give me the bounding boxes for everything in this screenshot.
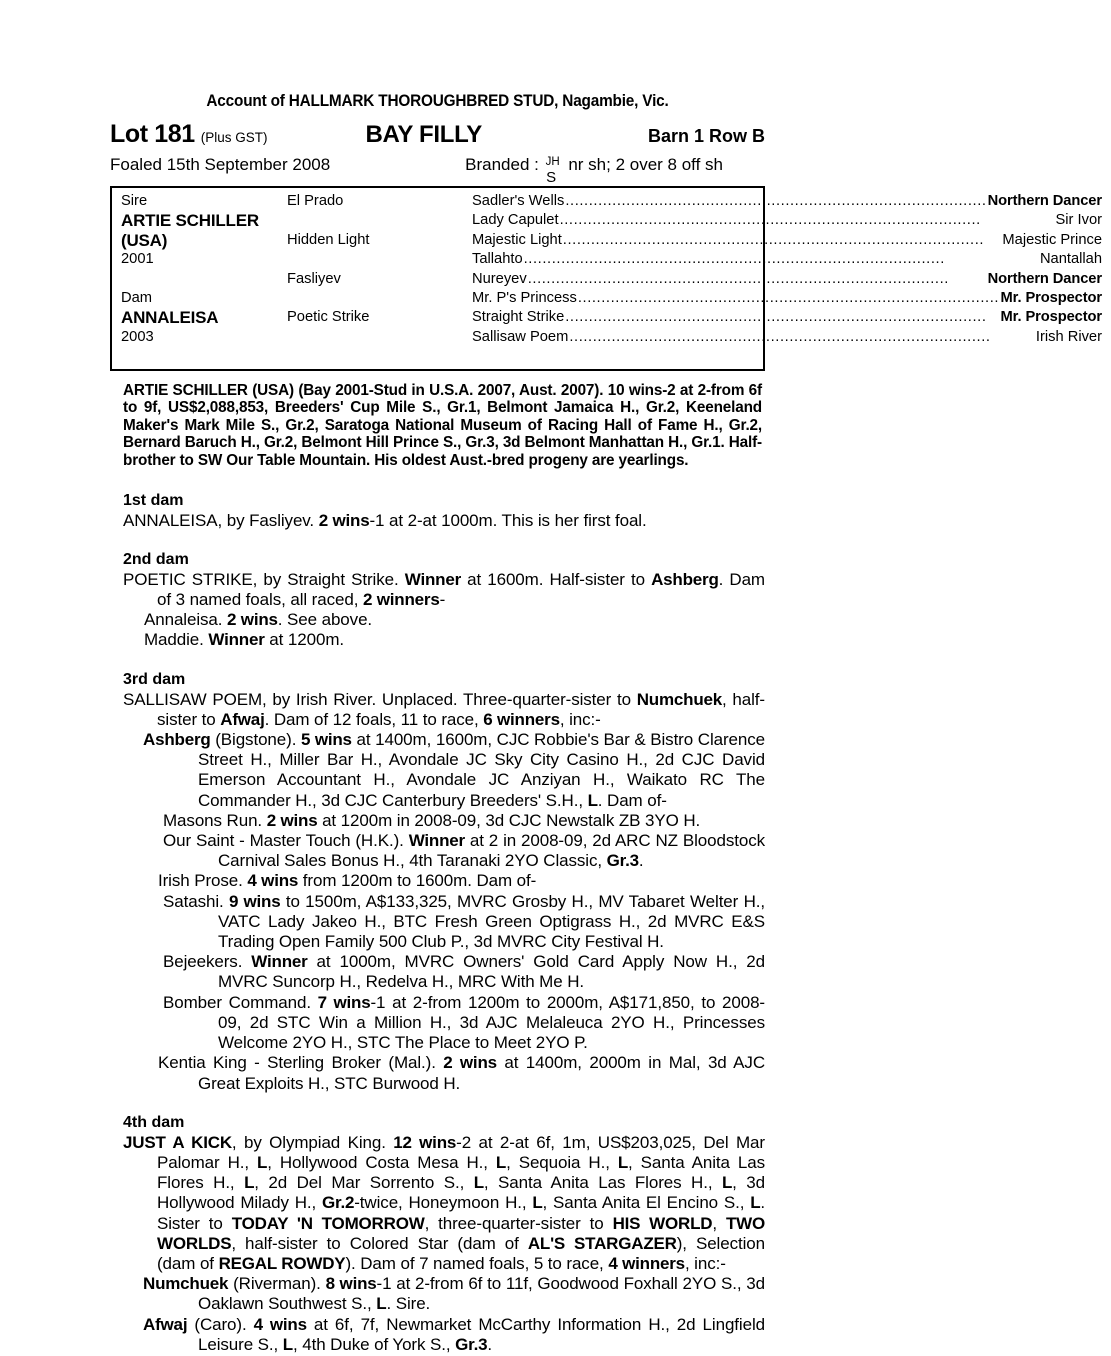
pedigree-note-line [144, 630, 765, 650]
body-text: SALLISAW POEM, by Irish River. Unplaced. Three-quarter-sister to [123, 689, 637, 709]
ancestor-left-name: Sallisaw Poem [472, 328, 569, 345]
first-dam-heading: 1st dam [123, 491, 184, 509]
pedigree-grid [112, 192, 1102, 367]
emphasis-text: 5 wins [301, 730, 352, 750]
body-text: (Caro). [187, 1314, 254, 1334]
pedigree-ancestor-row [472, 211, 1102, 230]
body-text: (Bigstone). [210, 730, 301, 750]
dot-leader: .......................................................................................... [577, 290, 1000, 307]
lot-header-row [110, 120, 765, 149]
body-text: at 2 in 2008-09, 2d ARC NZ Bloodstock Carnival Sales Bonus H., 4th Taranaki 2YO Classic, [218, 831, 765, 871]
pedigree-ancestor-row [472, 192, 1102, 211]
emphasis-text: Gr.3 [455, 1334, 488, 1354]
emphasis-text: L [376, 1294, 387, 1314]
brand-symbol-top: JH [545, 156, 560, 168]
emphasis-text: 4 wins [247, 871, 299, 891]
emphasis-text: L [495, 1152, 507, 1172]
dot-leader: .......................................................................................... [562, 231, 985, 248]
body-text: -twice, Honeymoon H., [354, 1193, 533, 1213]
fourth-dam-block [110, 1114, 765, 1355]
body-text: -2 at 2-at 6f, 1m, US$203,025, Del Mar Palomar H., [157, 1132, 765, 1172]
pedigree-note-line [123, 569, 765, 610]
pedigree-ancestor-row [472, 250, 1102, 269]
body-text: , three-quarter-sister to [424, 1213, 613, 1233]
dam-dam: Poetic Strike [287, 309, 370, 326]
body-text: . Sire. [386, 1294, 431, 1314]
body-text: , by Olympiad King. [231, 1132, 394, 1152]
pedigree-note-line [163, 891, 766, 953]
emphasis-text: 2 wins [443, 1053, 497, 1073]
emphasis-text: L [587, 790, 598, 810]
ancestor-left-name: Sadler's Wells [472, 193, 565, 209]
dot-leader: .......................................................................................... [527, 270, 949, 287]
sire-sire: El Prado [287, 193, 344, 209]
body-text: . Sister to [157, 1193, 765, 1233]
emphasis-text: Winner [208, 630, 265, 650]
body-text: . [487, 1334, 493, 1354]
emphasis-text: L [617, 1152, 629, 1172]
dam-sire: Fasliyev [287, 270, 341, 287]
first-dam-lines [123, 511, 765, 531]
body-text: , half-sister to [157, 689, 765, 729]
emphasis-text: TWO WORLDS [157, 1213, 765, 1253]
colour-and-sex: BAY FILLY [365, 121, 482, 148]
dot-leader: .......................................................................................... [565, 309, 987, 326]
ancestor-right-name: Majestic Prince [1002, 231, 1102, 248]
emphasis-text: Winner [251, 952, 308, 972]
pedigree-column-great-grandparents [472, 192, 1111, 367]
ancestor-right-name: Sir Ivor [1055, 212, 1102, 229]
body-text: POETIC STRIKE, by Straight Strike. [123, 569, 405, 589]
dam-year: 2003 [121, 328, 154, 345]
body-text: at 1400m, 1600m, CJC Robbie's Bar & Bistro Clarence Street H., Miller Bar H., Avondale JC Sky City Casino H., 2d CJC David Emerson Accountant H., Avondale JC Anziyan H., Waikato RC The Commander H., 3d CJC Canterbury Breeders' S.H., [198, 730, 765, 810]
third-dam-block [110, 671, 765, 1094]
pedigree-ancestor-row [472, 289, 1102, 308]
body-text: from 1200m to 1600m. Dam of- [298, 871, 537, 891]
body-text: , Santa Anita Las Flores H., [483, 1173, 722, 1193]
emphasis-text: 9 wins [228, 891, 281, 911]
body-text: , Sequoia H., [506, 1152, 618, 1172]
body-text: -1 at 2-at 1000m. This is her first foal. [369, 510, 647, 530]
emphasis-text: Numchuek [143, 1274, 229, 1294]
body-text: Bomber Command. [163, 992, 318, 1012]
pedigree-note-line [143, 730, 765, 811]
emphasis-text: L [473, 1173, 484, 1193]
foaled-date: Foaled 15th September 2008 [110, 155, 331, 174]
pedigree-note-line [158, 1053, 765, 1093]
ancestor-right-name: Irish River [1035, 328, 1102, 345]
body-text: . Dam of- [597, 790, 667, 810]
emphasis-text: HIS WORLD [612, 1213, 713, 1233]
pedigree-ancestor-row [472, 328, 1102, 347]
body-text: (Riverman). [228, 1274, 326, 1294]
body-text: , inc:- [559, 709, 601, 729]
body-text: at 1200m. [264, 630, 344, 650]
ancestor-left-name: Tallahto [472, 251, 523, 268]
fourth-dam-heading: 4th dam [123, 1113, 185, 1131]
pedigree-note-line [143, 1274, 765, 1314]
pedigree-note-line [123, 1132, 765, 1274]
lot-number: Lot 181 [110, 120, 195, 148]
pedigree-note-line [144, 610, 765, 630]
brand-detail: nr sh; 2 over 8 off sh [568, 155, 723, 174]
ancestor-right-name: Mr. Prospector [1000, 290, 1102, 307]
pedigree-column-parents [112, 192, 287, 367]
sire-name: ARTIE SCHILLER (USA) [121, 211, 259, 250]
emphasis-text: Numchuek [636, 689, 723, 709]
pedigree-note-line [123, 511, 765, 531]
sire-performance-summary: ARTIE SCHILLER (USA) (Bay 2001-Stud in U.S.A. 2007, Aust. 2007). 10 wins-2 at 2-from 6f to 9f, US$2,088,853, Breeders' Cup Mile S., Gr.1, Belmont Jamaica H., Gr.2, Keeneland Maker's Mark Mile S., Gr.2, Saratoga National Museum of Racing Hall of Fame H., Gr.2, Bernard Baruch H., Gr.2, Belmont Hill Prince S., Gr.3, 3d Belmont Manhattan H., Gr.1. Half-brother to SW Our Table Mountain. His oldest Aust.-bred progeny are yearlings. [123, 381, 762, 470]
ancestor-right-name: Northern Dancer [987, 270, 1102, 287]
emphasis-text: L [721, 1173, 733, 1193]
body-text: . See above. [277, 610, 373, 630]
ancestor-left-name: Majestic Light [472, 231, 562, 248]
body-text: ), Selection (dam of [157, 1233, 765, 1273]
pedigree-note-line [143, 1314, 765, 1355]
body-text: - [439, 590, 446, 610]
emphasis-text: JUST A KICK [123, 1132, 232, 1152]
second-dam-block [110, 551, 765, 651]
emphasis-text: Gr.2 [321, 1193, 355, 1213]
dot-leader: .......................................................................................... [569, 328, 991, 345]
fourth-dam-lines [123, 1133, 765, 1355]
gst-note: (Plus GST) [200, 130, 268, 145]
pedigree-note-line [163, 831, 765, 871]
ancestor-left-name: Straight Strike [472, 309, 565, 326]
body-text: , [712, 1213, 726, 1233]
body-text: , Santa Anita El Encino S., [542, 1193, 751, 1213]
pedigree-note-line [163, 810, 765, 831]
emphasis-text: 12 wins [393, 1132, 457, 1152]
body-text: , 3d Hollywood Milady H., [157, 1173, 765, 1213]
body-text: Maddie. [144, 630, 209, 650]
pedigree-column-grandparents [287, 192, 472, 367]
body-text: -1 at 2-from 6f to 11f, Goodwood Foxhall 2YO S., 3d Oaklawn Southwest S., [198, 1274, 765, 1314]
emphasis-text: 2 winners [362, 590, 440, 610]
pedigree-note-line [158, 871, 765, 891]
dot-leader: .......................................................................................... [559, 212, 981, 229]
pedigree-ancestor-row [472, 308, 1102, 327]
emphasis-text: 6 winners [483, 709, 560, 729]
emphasis-text: L [244, 1173, 255, 1193]
body-text: at 1600m. Half-sister to [461, 569, 652, 589]
ancestor-left-name: Lady Capulet [472, 212, 559, 229]
body-text: ANNALEISA, by Fasliyev. [123, 510, 319, 530]
emphasis-text: AL'S STARGAZER [527, 1233, 677, 1253]
pedigree-note-line [163, 992, 765, 1054]
body-text: Irish Prose. [158, 871, 248, 891]
third-dam-heading: 3rd dam [123, 670, 186, 688]
body-text: Masons Run. [163, 810, 267, 830]
body-text: Satashi. [163, 891, 229, 911]
emphasis-text: TODAY 'N TOMORROW [231, 1213, 425, 1233]
pedigree-table [110, 186, 1102, 371]
body-text: -1 at 2-from 1200m to 2000m, A$171,850, to 2008-09, 2d STC Win a Million H., 3d AJC Melaleuca 2YO H., Princesses Welcome 2YO H., STC The Place to Meet 2YO P. [218, 992, 765, 1053]
foaled-and-brand-row [110, 155, 765, 186]
body-text: at 1400m, 2000m in Mal, 3d AJC Great Exploits H., STC Burwood H. [198, 1053, 765, 1093]
dam-name: ANNALEISA [121, 308, 219, 328]
dot-leader: .......................................................................................... [523, 251, 945, 268]
body-text: , Hollywood Costa Mesa H., [267, 1152, 496, 1172]
ancestor-left-name: Nureyev [472, 270, 527, 287]
body-text: ). Dam of 7 named foals, 5 to race, [345, 1253, 609, 1273]
pedigree-note-line [123, 689, 765, 730]
body-text: , inc:- [684, 1253, 726, 1273]
body-text: Annaleisa. [144, 610, 228, 630]
emphasis-text: 8 wins [325, 1274, 377, 1294]
body-text: , half-sister to Colored Star (dam of [231, 1233, 528, 1253]
account-line: Account of HALLMARK THOROUGHBRED STUD, Nagambie, Vic. [206, 92, 669, 110]
emphasis-text: Winner [408, 831, 465, 851]
emphasis-text: Ashberg [651, 569, 719, 589]
body-text: . [638, 851, 644, 871]
emphasis-text: Gr.3 [606, 851, 639, 871]
lot-identifier [110, 120, 268, 149]
ancestor-left-name: Mr. P's Princess [472, 290, 577, 307]
ancestor-right-name: Northern Dancer [987, 193, 1102, 209]
branded-label: Branded : [465, 155, 539, 174]
ancestor-right-name: Nantallah [1039, 251, 1102, 268]
pedigree-ancestor-row [472, 231, 1102, 250]
body-text: to 1500m, A$133,325, MVRC Grosby H., MV Tabaret Welter H., VATC Lady Jakeo H., BTC Fresh Green Optigrass H., 2d MVRC E&S Trading Open Family 500 Club P., 3d MVRC City Festival H. [218, 891, 766, 952]
body-text: Our Saint - Master Touch (H.K.). [163, 831, 409, 851]
emphasis-text: L [750, 1193, 761, 1213]
second-dam-heading: 2nd dam [123, 550, 189, 568]
emphasis-text: 7 wins [317, 992, 371, 1012]
emphasis-text: 4 winners [608, 1253, 685, 1273]
body-text: at 6f, 7f, Newmarket McCarthy Information H., 2d Lingfield Leisure S., [198, 1314, 765, 1354]
dot-leader: .......................................................................................... [565, 193, 987, 209]
third-dam-lines [123, 690, 765, 1094]
emphasis-text: 2 wins [266, 810, 318, 830]
second-dam-lines [123, 570, 765, 651]
first-dam-block [110, 492, 765, 531]
brand-symbol-bottom: S [546, 169, 557, 186]
body-text: , Santa Anita Las Flores H., [157, 1152, 765, 1193]
pedigree-note-line [163, 952, 765, 992]
emphasis-text: Ashberg [143, 730, 211, 750]
pedigree-ancestor-row [472, 270, 1102, 289]
brand-description [465, 155, 723, 186]
emphasis-text: 2 wins [227, 610, 278, 630]
body-text: , 2d Del Mar Sorrento S., [254, 1173, 474, 1193]
emphasis-text: Afwaj [220, 709, 265, 729]
body-text: . Dam of 12 foals, 11 to race, [264, 709, 484, 729]
sire-year: 2001 [121, 251, 154, 268]
sire-dam: Hidden Light [287, 231, 370, 248]
emphasis-text: 2 wins [318, 510, 370, 530]
emphasis-text: REGAL ROWDY [218, 1253, 346, 1273]
body-text: Bejeekers. [163, 952, 252, 972]
body-text: , 4th Duke of York S., [292, 1334, 456, 1354]
body-text: at 1200m in 2008-09, 3d CJC Newstalk ZB 3YO H. [317, 810, 701, 830]
barn-row-location: Barn 1 Row B [647, 126, 765, 146]
emphasis-text: Afwaj [143, 1314, 188, 1334]
body-text: at 1000m, MVRC Owners' Gold Card Apply Now H., 2d MVRC Suncorp H., Redelva H., MRC With Me H. [218, 952, 765, 992]
dam-label: Dam [121, 290, 153, 307]
sire-label: Sire [121, 193, 148, 209]
emphasis-text: L [532, 1193, 543, 1213]
ancestor-right-name: Mr. Prospector [1000, 309, 1102, 326]
body-text: . Dam of 3 named foals, all raced, [157, 569, 765, 610]
emphasis-text: 4 wins [253, 1314, 307, 1334]
emphasis-text: L [282, 1334, 293, 1354]
emphasis-text: L [257, 1152, 268, 1172]
body-text: Kentia King - Sterling Broker (Mal.). [158, 1053, 444, 1073]
emphasis-text: Winner [404, 569, 462, 589]
